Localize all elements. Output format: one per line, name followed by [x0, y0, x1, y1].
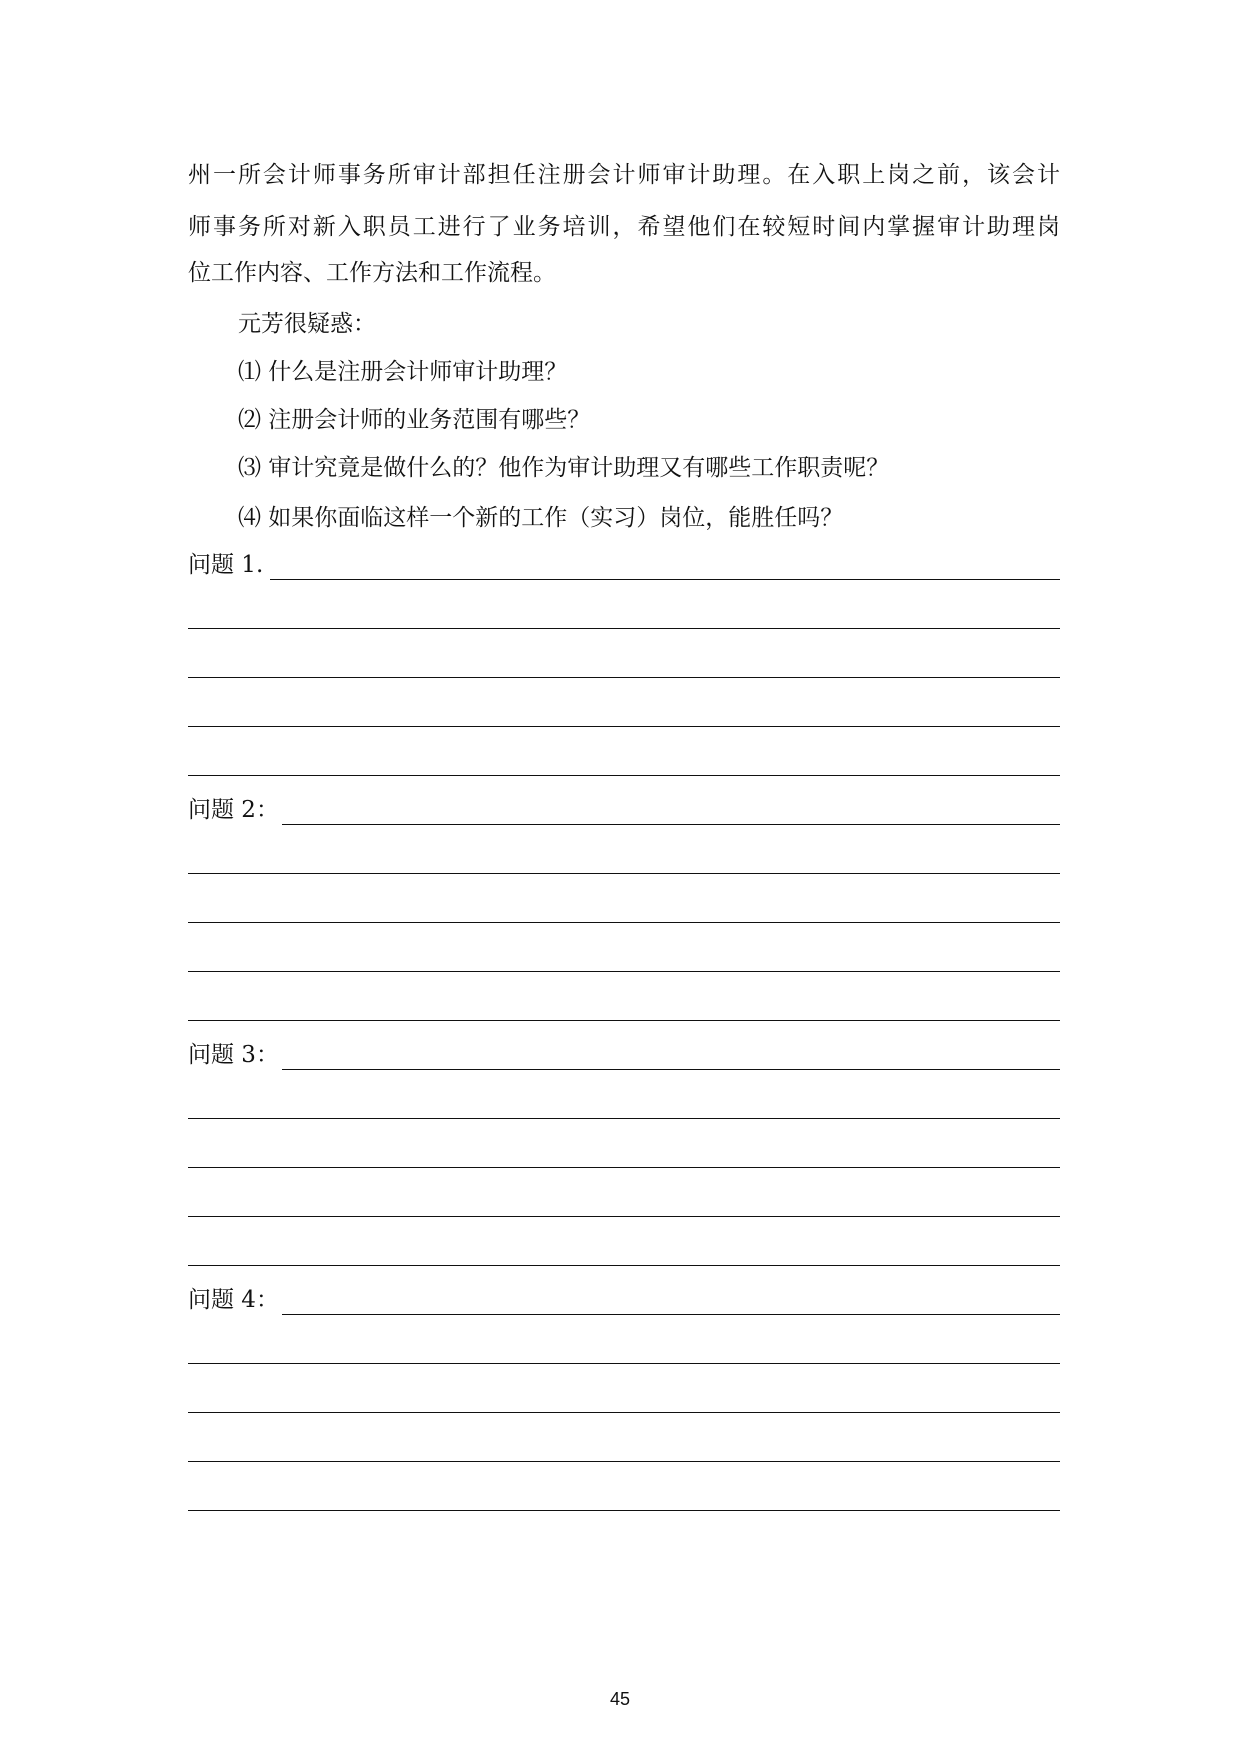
answer-2-label: 问题 2： [188, 797, 279, 823]
question-3-text: ⑶ 审计究竟是做什么的？他作为审计助理又有哪些工作职责呢？ [238, 455, 890, 481]
page-number: 45 [609, 1689, 631, 1709]
questions-intro: 元芳很疑惑： [238, 311, 376, 337]
answer-1-line-5[interactable] [188, 775, 1060, 776]
answer-3-line-3[interactable] [188, 1167, 1060, 1168]
answer-1-line-3[interactable] [188, 677, 1060, 678]
answer-2-line-4[interactable] [188, 971, 1060, 972]
answer-2-line-3[interactable] [188, 922, 1060, 923]
answer-1-line-4[interactable] [188, 726, 1060, 727]
question-4-text: ⑷ 如果你面临这样一个新的工作（实习）岗位，能胜任吗？ [238, 505, 844, 531]
answer-4-label: 问题 4： [188, 1287, 279, 1313]
answer-2-line-1[interactable] [282, 824, 1060, 825]
answer-1-line-1[interactable] [270, 579, 1060, 580]
answer-3-label: 问题 3： [188, 1042, 279, 1068]
answer-4-line-5[interactable] [188, 1510, 1060, 1511]
passage-line-1: 州一所会计师事务所审计部担任注册会计师审计助理。在入职上岗之前，该会计 [188, 162, 1060, 188]
answer-2-line-5[interactable] [188, 1020, 1060, 1021]
answer-2-line-2[interactable] [188, 873, 1060, 874]
passage-line-2: 师事务所对新入职员工进行了业务培训，希望他们在较短时间内掌握审计助理岗 [188, 214, 1060, 240]
answer-3-line-5[interactable] [188, 1265, 1060, 1266]
question-1-text: ⑴ 什么是注册会计师审计助理？ [238, 359, 568, 385]
question-2-text: ⑵ 注册会计师的业务范围有哪些？ [238, 407, 591, 433]
passage-line-3: 位工作内容、工作方法和工作流程。 [188, 260, 556, 286]
answer-3-line-2[interactable] [188, 1118, 1060, 1119]
answer-4-line-4[interactable] [188, 1461, 1060, 1462]
answer-1-line-2[interactable] [188, 628, 1060, 629]
answer-1-label: 问题 1. [188, 552, 264, 578]
answer-4-line-2[interactable] [188, 1363, 1060, 1364]
answer-4-line-1[interactable] [282, 1314, 1060, 1315]
answer-4-line-3[interactable] [188, 1412, 1060, 1413]
answer-3-line-4[interactable] [188, 1216, 1060, 1217]
answer-3-line-1[interactable] [282, 1069, 1060, 1070]
